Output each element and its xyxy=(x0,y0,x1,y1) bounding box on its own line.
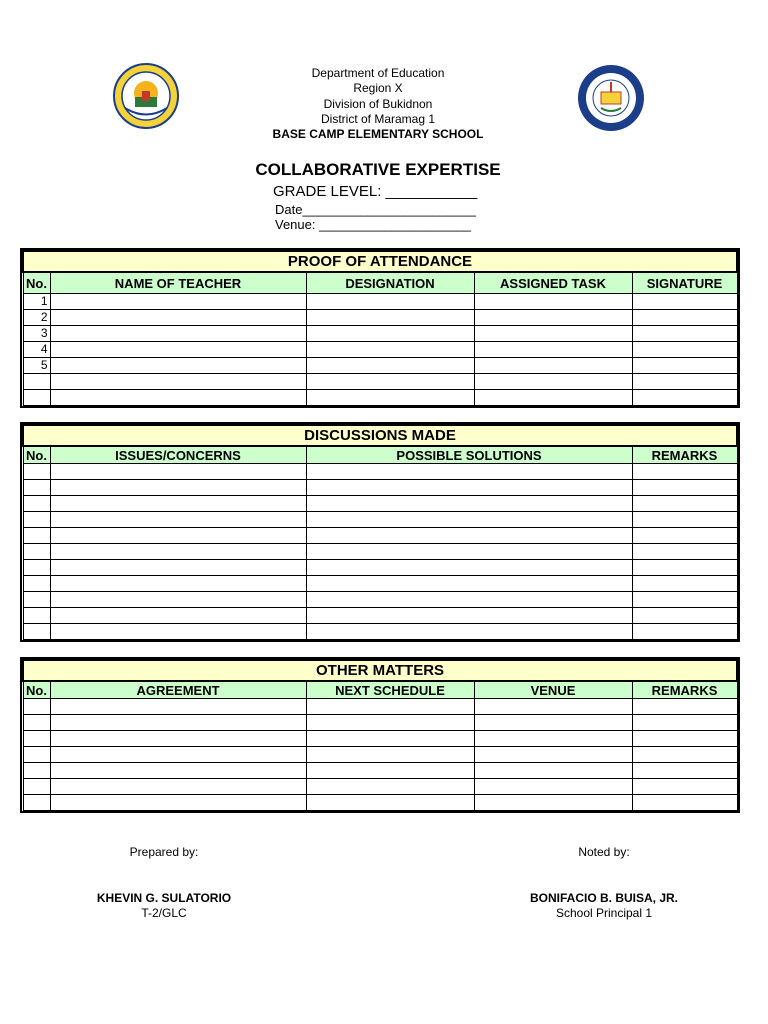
form-cell[interactable] xyxy=(632,496,737,512)
table-row xyxy=(23,342,737,358)
discussions-section-title: DISCUSSIONS MADE xyxy=(23,425,737,446)
form-cell[interactable] xyxy=(50,358,306,374)
form-cell[interactable] xyxy=(632,624,737,640)
form-cell[interactable] xyxy=(632,763,737,779)
row-number-cell[interactable] xyxy=(23,592,50,608)
attendance-table xyxy=(22,250,738,406)
form-cell[interactable] xyxy=(632,464,737,480)
form-cell[interactable] xyxy=(306,390,474,406)
row-number-cell[interactable] xyxy=(23,512,50,528)
form-cell[interactable] xyxy=(632,374,737,390)
form-cell[interactable] xyxy=(632,715,737,731)
table-row xyxy=(23,747,737,763)
form-cell[interactable] xyxy=(632,342,737,358)
form-cell[interactable] xyxy=(50,795,306,811)
form-cell[interactable] xyxy=(306,480,632,496)
form-cell[interactable] xyxy=(474,342,632,358)
row-number-cell[interactable] xyxy=(23,464,50,480)
form-cell[interactable] xyxy=(50,294,306,310)
form-cell[interactable] xyxy=(632,326,737,342)
table-row xyxy=(23,576,737,592)
form-cell[interactable] xyxy=(306,608,632,624)
form-cell[interactable] xyxy=(632,779,737,795)
school-seal-logo xyxy=(577,64,645,132)
col-remarks: REMARKS xyxy=(632,681,737,699)
form-cell[interactable] xyxy=(306,624,632,640)
col-remarks: REMARKS xyxy=(632,446,737,464)
row-number-cell[interactable] xyxy=(23,699,50,715)
form-cell[interactable] xyxy=(632,795,737,811)
form-cell[interactable] xyxy=(306,310,474,326)
row-number-cell[interactable] xyxy=(23,795,50,811)
row-number-cell[interactable] xyxy=(23,747,50,763)
form-cell[interactable] xyxy=(50,747,306,763)
prepared-by-name: KHEVIN G. SULATORIO xyxy=(96,891,232,905)
table-row xyxy=(23,496,737,512)
table-row xyxy=(23,731,737,747)
col-assigned-task: ASSIGNED TASK xyxy=(474,272,632,294)
form-cell[interactable] xyxy=(632,747,737,763)
table-row xyxy=(23,779,737,795)
form-cell[interactable] xyxy=(306,779,474,795)
other-matters-section-title: OTHER MATTERS xyxy=(23,660,737,681)
discussions-table xyxy=(22,424,738,640)
form-cell[interactable] xyxy=(632,592,737,608)
form-cell[interactable] xyxy=(50,326,306,342)
form-cell[interactable] xyxy=(306,560,632,576)
form-cell[interactable] xyxy=(306,715,474,731)
date-field[interactable]: Date________________________ xyxy=(275,202,476,217)
row-number-cell[interactable] xyxy=(23,544,50,560)
form-cell[interactable] xyxy=(306,358,474,374)
row-number-cell[interactable] xyxy=(23,576,50,592)
form-cell[interactable] xyxy=(306,496,632,512)
row-number-cell[interactable]: 2 xyxy=(23,310,50,326)
form-cell[interactable] xyxy=(50,342,306,358)
form-cell[interactable] xyxy=(474,358,632,374)
row-number-cell[interactable]: 4 xyxy=(23,342,50,358)
form-cell[interactable] xyxy=(50,608,306,624)
prepared-by-title: T-2/GLC xyxy=(141,906,187,920)
department-line: Department of Education xyxy=(311,66,445,80)
table-row xyxy=(23,715,737,731)
table-row xyxy=(23,480,737,496)
school-name: BASE CAMP ELEMENTARY SCHOOL xyxy=(272,127,484,141)
form-cell[interactable] xyxy=(474,763,632,779)
row-number-cell[interactable] xyxy=(23,779,50,795)
division-line: Division of Bukidnon xyxy=(323,97,433,111)
form-cell[interactable] xyxy=(50,592,306,608)
form-cell[interactable] xyxy=(50,576,306,592)
row-number-cell[interactable] xyxy=(23,496,50,512)
form-cell[interactable] xyxy=(306,326,474,342)
noted-by-label: Noted by: xyxy=(578,845,630,859)
form-cell[interactable] xyxy=(306,576,632,592)
table-row xyxy=(23,560,737,576)
table-row xyxy=(23,294,737,310)
form-cell[interactable] xyxy=(632,560,737,576)
table-row xyxy=(23,310,737,326)
form-cell[interactable] xyxy=(632,512,737,528)
grade-level-field[interactable]: GRADE LEVEL: ___________ xyxy=(273,183,478,200)
form-cell[interactable] xyxy=(632,699,737,715)
form-cell[interactable] xyxy=(632,294,737,310)
form-cell[interactable] xyxy=(306,294,474,310)
noted-by-title: School Principal 1 xyxy=(555,906,653,920)
form-cell[interactable] xyxy=(50,763,306,779)
row-number-cell[interactable]: 3 xyxy=(23,326,50,342)
table-row xyxy=(23,528,737,544)
col-no: No. xyxy=(23,272,50,294)
form-cell[interactable] xyxy=(632,310,737,326)
form-cell[interactable] xyxy=(50,779,306,795)
table-row xyxy=(23,512,737,528)
form-cell[interactable] xyxy=(50,715,306,731)
form-cell[interactable] xyxy=(50,496,306,512)
col-signature: SIGNATURE xyxy=(632,272,737,294)
form-cell[interactable] xyxy=(50,390,306,406)
form-cell[interactable] xyxy=(474,731,632,747)
form-cell[interactable] xyxy=(50,512,306,528)
form-cell[interactable] xyxy=(50,544,306,560)
table-row xyxy=(23,374,737,390)
col-possible-solutions: POSSIBLE SOLUTIONS xyxy=(306,446,632,464)
table-row xyxy=(23,544,737,560)
form-cell[interactable] xyxy=(306,342,474,358)
table-row xyxy=(23,699,737,715)
row-number-cell[interactable] xyxy=(23,528,50,544)
col-no: No. xyxy=(23,446,50,464)
form-cell[interactable] xyxy=(474,390,632,406)
row-number-cell[interactable] xyxy=(23,374,50,390)
form-cell[interactable] xyxy=(306,544,632,560)
form-cell[interactable] xyxy=(306,747,474,763)
row-number-cell[interactable]: 1 xyxy=(23,294,50,310)
table-row xyxy=(23,390,737,406)
form-cell[interactable] xyxy=(50,374,306,390)
form-cell[interactable] xyxy=(306,699,474,715)
form-cell[interactable] xyxy=(306,464,632,480)
form-cell[interactable] xyxy=(306,374,474,390)
form-cell[interactable] xyxy=(474,294,632,310)
form-cell[interactable] xyxy=(306,731,474,747)
col-agreement: AGREEMENT xyxy=(50,681,306,699)
venue-field[interactable]: Venue: _____________________ xyxy=(275,217,471,232)
form-cell[interactable] xyxy=(632,390,737,406)
form-cell[interactable] xyxy=(306,512,632,528)
other-matters-table xyxy=(22,659,738,811)
form-cell[interactable] xyxy=(632,358,737,374)
form-cell[interactable] xyxy=(474,699,632,715)
form-cell[interactable] xyxy=(306,795,474,811)
row-number-cell[interactable] xyxy=(23,480,50,496)
table-row xyxy=(23,592,737,608)
form-cell[interactable] xyxy=(474,715,632,731)
form-cell[interactable] xyxy=(632,608,737,624)
form-cell[interactable] xyxy=(50,699,306,715)
district-line: District of Maramag 1 xyxy=(320,112,436,126)
form-cell[interactable] xyxy=(50,560,306,576)
col-name-of-teacher: NAME OF TEACHER xyxy=(50,272,306,294)
col-designation: DESIGNATION xyxy=(306,272,474,294)
noted-by-name: BONIFACIO B. BUISA, JR. xyxy=(529,891,678,905)
form-cell[interactable] xyxy=(50,731,306,747)
row-number-cell[interactable]: 5 xyxy=(23,358,50,374)
row-number-cell[interactable] xyxy=(23,560,50,576)
col-venue: VENUE xyxy=(474,681,632,699)
row-number-cell[interactable] xyxy=(23,608,50,624)
form-cell[interactable] xyxy=(50,464,306,480)
table-row xyxy=(23,795,737,811)
row-number-cell[interactable] xyxy=(23,390,50,406)
form-cell[interactable] xyxy=(474,779,632,795)
form-cell[interactable] xyxy=(474,795,632,811)
form-cell[interactable] xyxy=(50,528,306,544)
row-number-cell[interactable] xyxy=(23,763,50,779)
form-cell[interactable] xyxy=(632,528,737,544)
table-row xyxy=(23,326,737,342)
attendance-section-title: PROOF OF ATTENDANCE xyxy=(23,251,737,272)
form-cell[interactable] xyxy=(474,310,632,326)
table-row xyxy=(23,464,737,480)
form-cell[interactable] xyxy=(50,310,306,326)
table-row xyxy=(23,763,737,779)
col-next-schedule: NEXT SCHEDULE xyxy=(306,681,474,699)
form-cell[interactable] xyxy=(474,374,632,390)
form-cell[interactable] xyxy=(632,544,737,560)
table-row xyxy=(23,358,737,374)
prepared-by-label: Prepared by: xyxy=(129,845,199,859)
form-cell[interactable] xyxy=(306,528,632,544)
row-number-cell[interactable] xyxy=(23,624,50,640)
division-seal-logo xyxy=(113,63,179,129)
row-number-cell[interactable] xyxy=(23,715,50,731)
form-cell[interactable] xyxy=(632,731,737,747)
form-cell[interactable] xyxy=(632,480,737,496)
form-cell[interactable] xyxy=(306,763,474,779)
form-title: COLLABORATIVE EXPERTISE xyxy=(255,160,501,179)
table-row xyxy=(23,624,737,640)
row-number-cell[interactable] xyxy=(23,731,50,747)
col-issues-concerns: ISSUES/CONCERNS xyxy=(50,446,306,464)
form-cell[interactable] xyxy=(306,592,632,608)
form-cell[interactable] xyxy=(50,624,306,640)
col-no: No. xyxy=(23,681,50,699)
form-cell[interactable] xyxy=(474,326,632,342)
form-cell[interactable] xyxy=(474,747,632,763)
form-cell[interactable] xyxy=(632,576,737,592)
table-row xyxy=(23,608,737,624)
region-line: Region X xyxy=(353,81,403,95)
form-cell[interactable] xyxy=(50,480,306,496)
